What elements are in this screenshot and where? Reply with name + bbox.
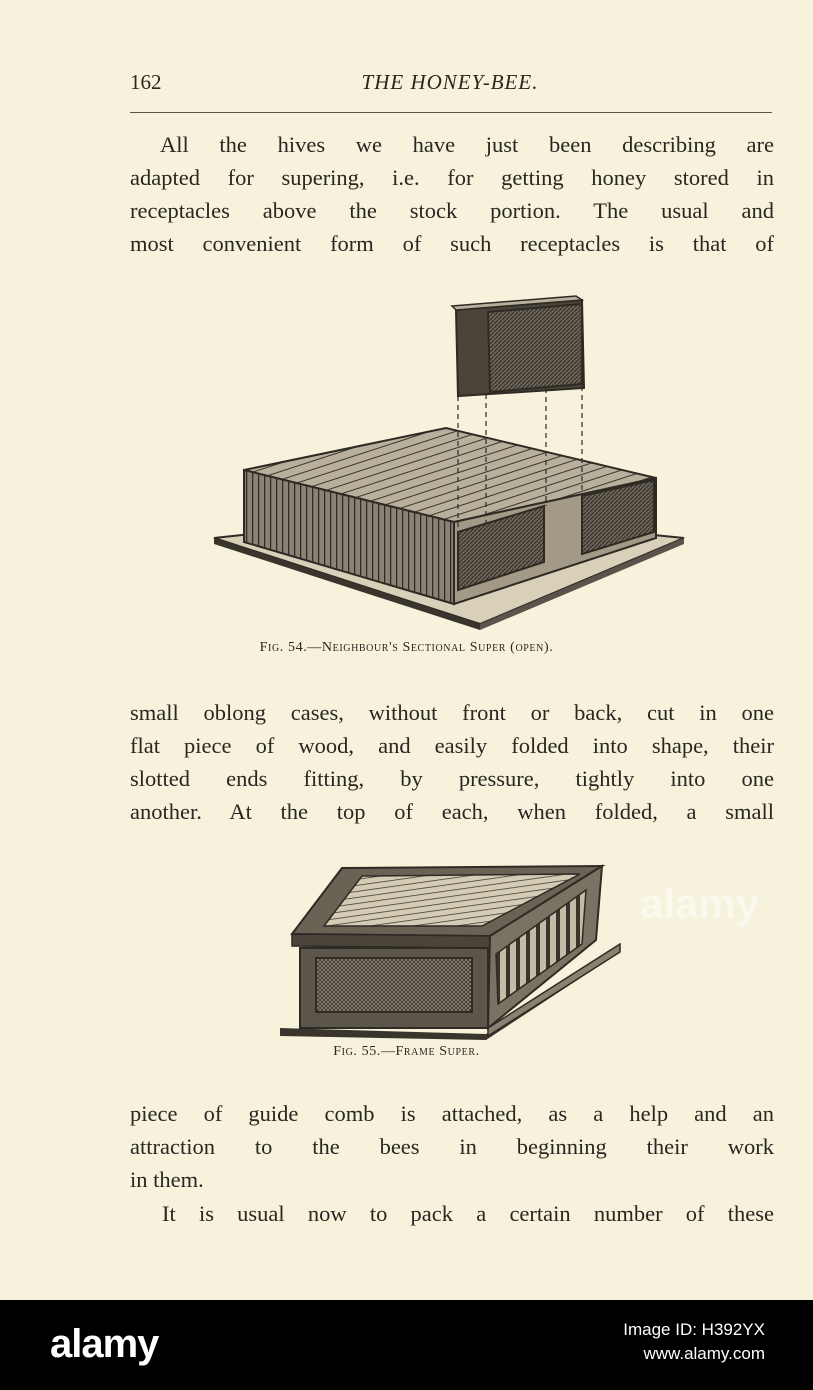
sectional-super-drawing [210,292,690,632]
stock-url: www.alamy.com [643,1344,765,1363]
paragraph-1 [130,128,774,260]
text-line: flat piece of wood, and easily folded into shape, their [130,733,774,758]
text-line: in them. [130,1167,204,1192]
figure-54-illustration [210,292,690,632]
image-id: Image ID: H392YX [623,1320,765,1339]
figure-55-illustration [276,860,626,1040]
paragraph-4 [130,1197,774,1230]
running-title: THE HONEY-BEE. [361,70,539,94]
frame-super-drawing [276,860,626,1040]
text-line: small oblong cases, without front or back, cut in one [130,700,774,725]
stock-info [623,1318,765,1366]
text-line: adapted for supering, i.e. for getting honey stored in [130,165,774,190]
text-line: most convenient form of such receptacles is that of [130,231,774,256]
brand-logo: alamy [50,1322,159,1366]
text-line: piece of guide comb is attached, as a help and an [130,1101,774,1126]
figure-54-caption: Fig. 54.—Neighbour's Sectional Super (open). [259,640,554,655]
watermark: alamy [640,880,760,927]
stock-footer [0,1300,813,1390]
header-rule [130,112,772,113]
text-line: receptacles above the stock portion. The usual and [130,198,774,223]
text-line: All the hives we have just been describing are [160,132,774,157]
text-line: attraction to the bees in beginning their work [130,1134,774,1159]
paragraph-2 [130,696,774,828]
text-line: slotted ends fitting, by pressure, tightly into one [130,766,774,791]
paragraph-3 [130,1097,774,1196]
text-line: It is usual now to pack a certain number of these [162,1201,774,1226]
page-header [130,70,770,100]
figure-55-caption: Fig. 55.—Frame Super. [333,1044,480,1059]
page-number: 162 [130,70,162,94]
text-line: another. At the top of each, when folded, a small [130,799,774,824]
